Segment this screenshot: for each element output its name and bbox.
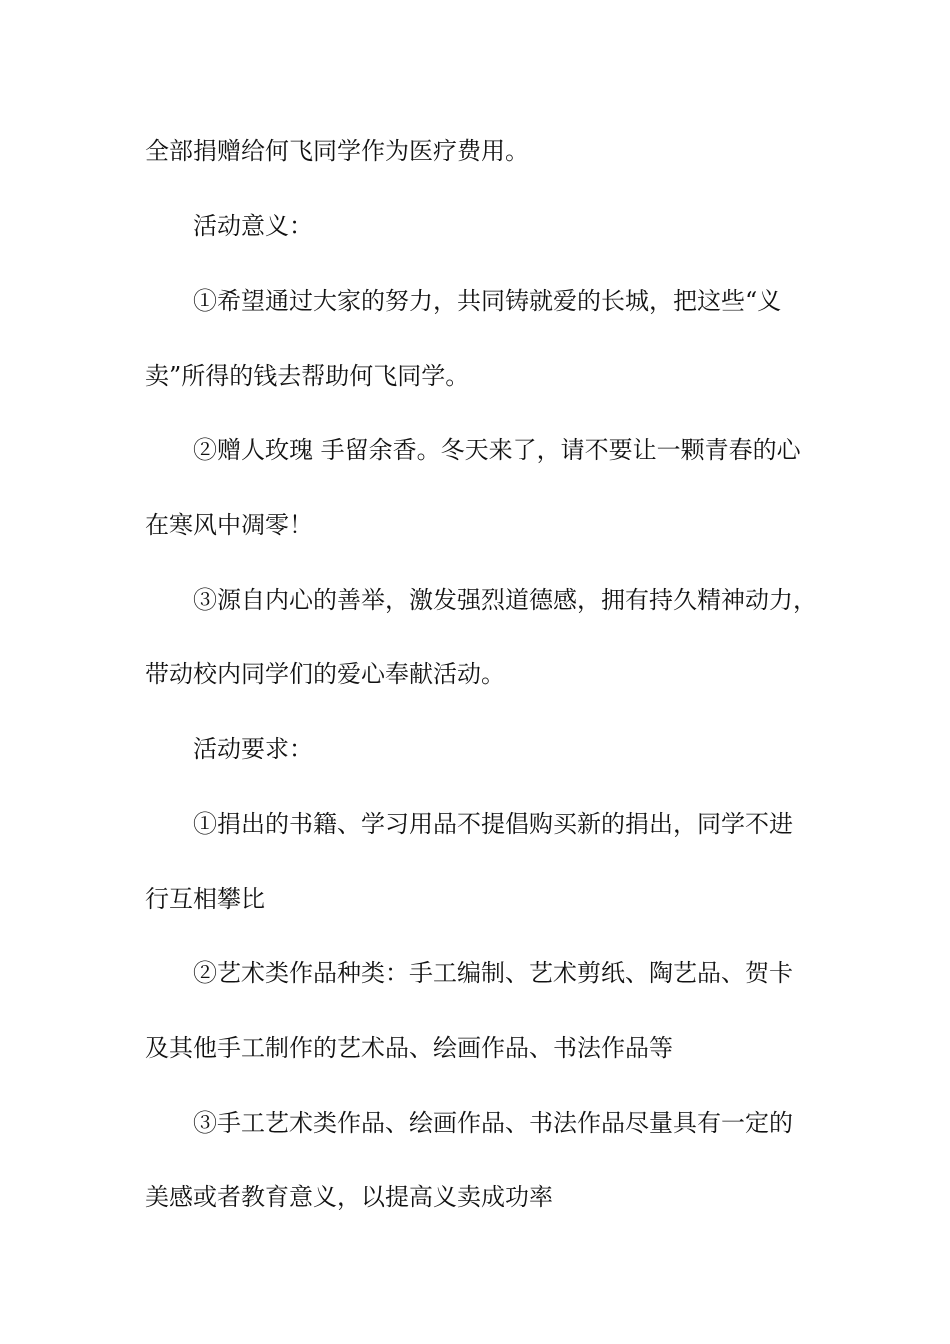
paragraph-line: 卖”所得的钱去帮助何飞同学。 [145, 362, 470, 390]
paragraph-line: 带动校内同学们的爱心奉献活动。 [145, 660, 505, 688]
section-heading-requirements: 活动要求： [193, 735, 313, 763]
paragraph-line: ②艺术类作品种类：手工编制、艺术剪纸、陶艺品、贺卡 [193, 959, 793, 987]
paragraph-line: ③手工艺术类作品、绘画作品、书法作品尽量具有一定的 [193, 1109, 793, 1137]
paragraph-line: 行互相攀比 [145, 885, 265, 913]
paragraph-line: 在寒风中凋零！ [145, 511, 313, 539]
paragraph-line: 及其他手工制作的艺术品、绘画作品、书法作品等 [145, 1034, 673, 1062]
section-heading-significance: 活动意义： [193, 212, 313, 240]
paragraph-line: 美感或者教育意义，以提高义卖成功率 [145, 1183, 553, 1211]
paragraph-line: ①捐出的书籍、学习用品不提倡购买新的捐出，同学不进 [193, 810, 793, 838]
paragraph-line: ①希望通过大家的努力，共同铸就爱的长城，把这些“义 [193, 287, 782, 315]
paragraph-line: ③源自内心的善举，激发强烈道德感，拥有持久精神动力， [193, 586, 817, 614]
paragraph-line: 全部捐赠给何飞同学作为医疗费用。 [145, 137, 529, 165]
paragraph-line: ②赠人玫瑰 手留余香。冬天来了，请不要让一颗青春的心 [193, 436, 801, 464]
